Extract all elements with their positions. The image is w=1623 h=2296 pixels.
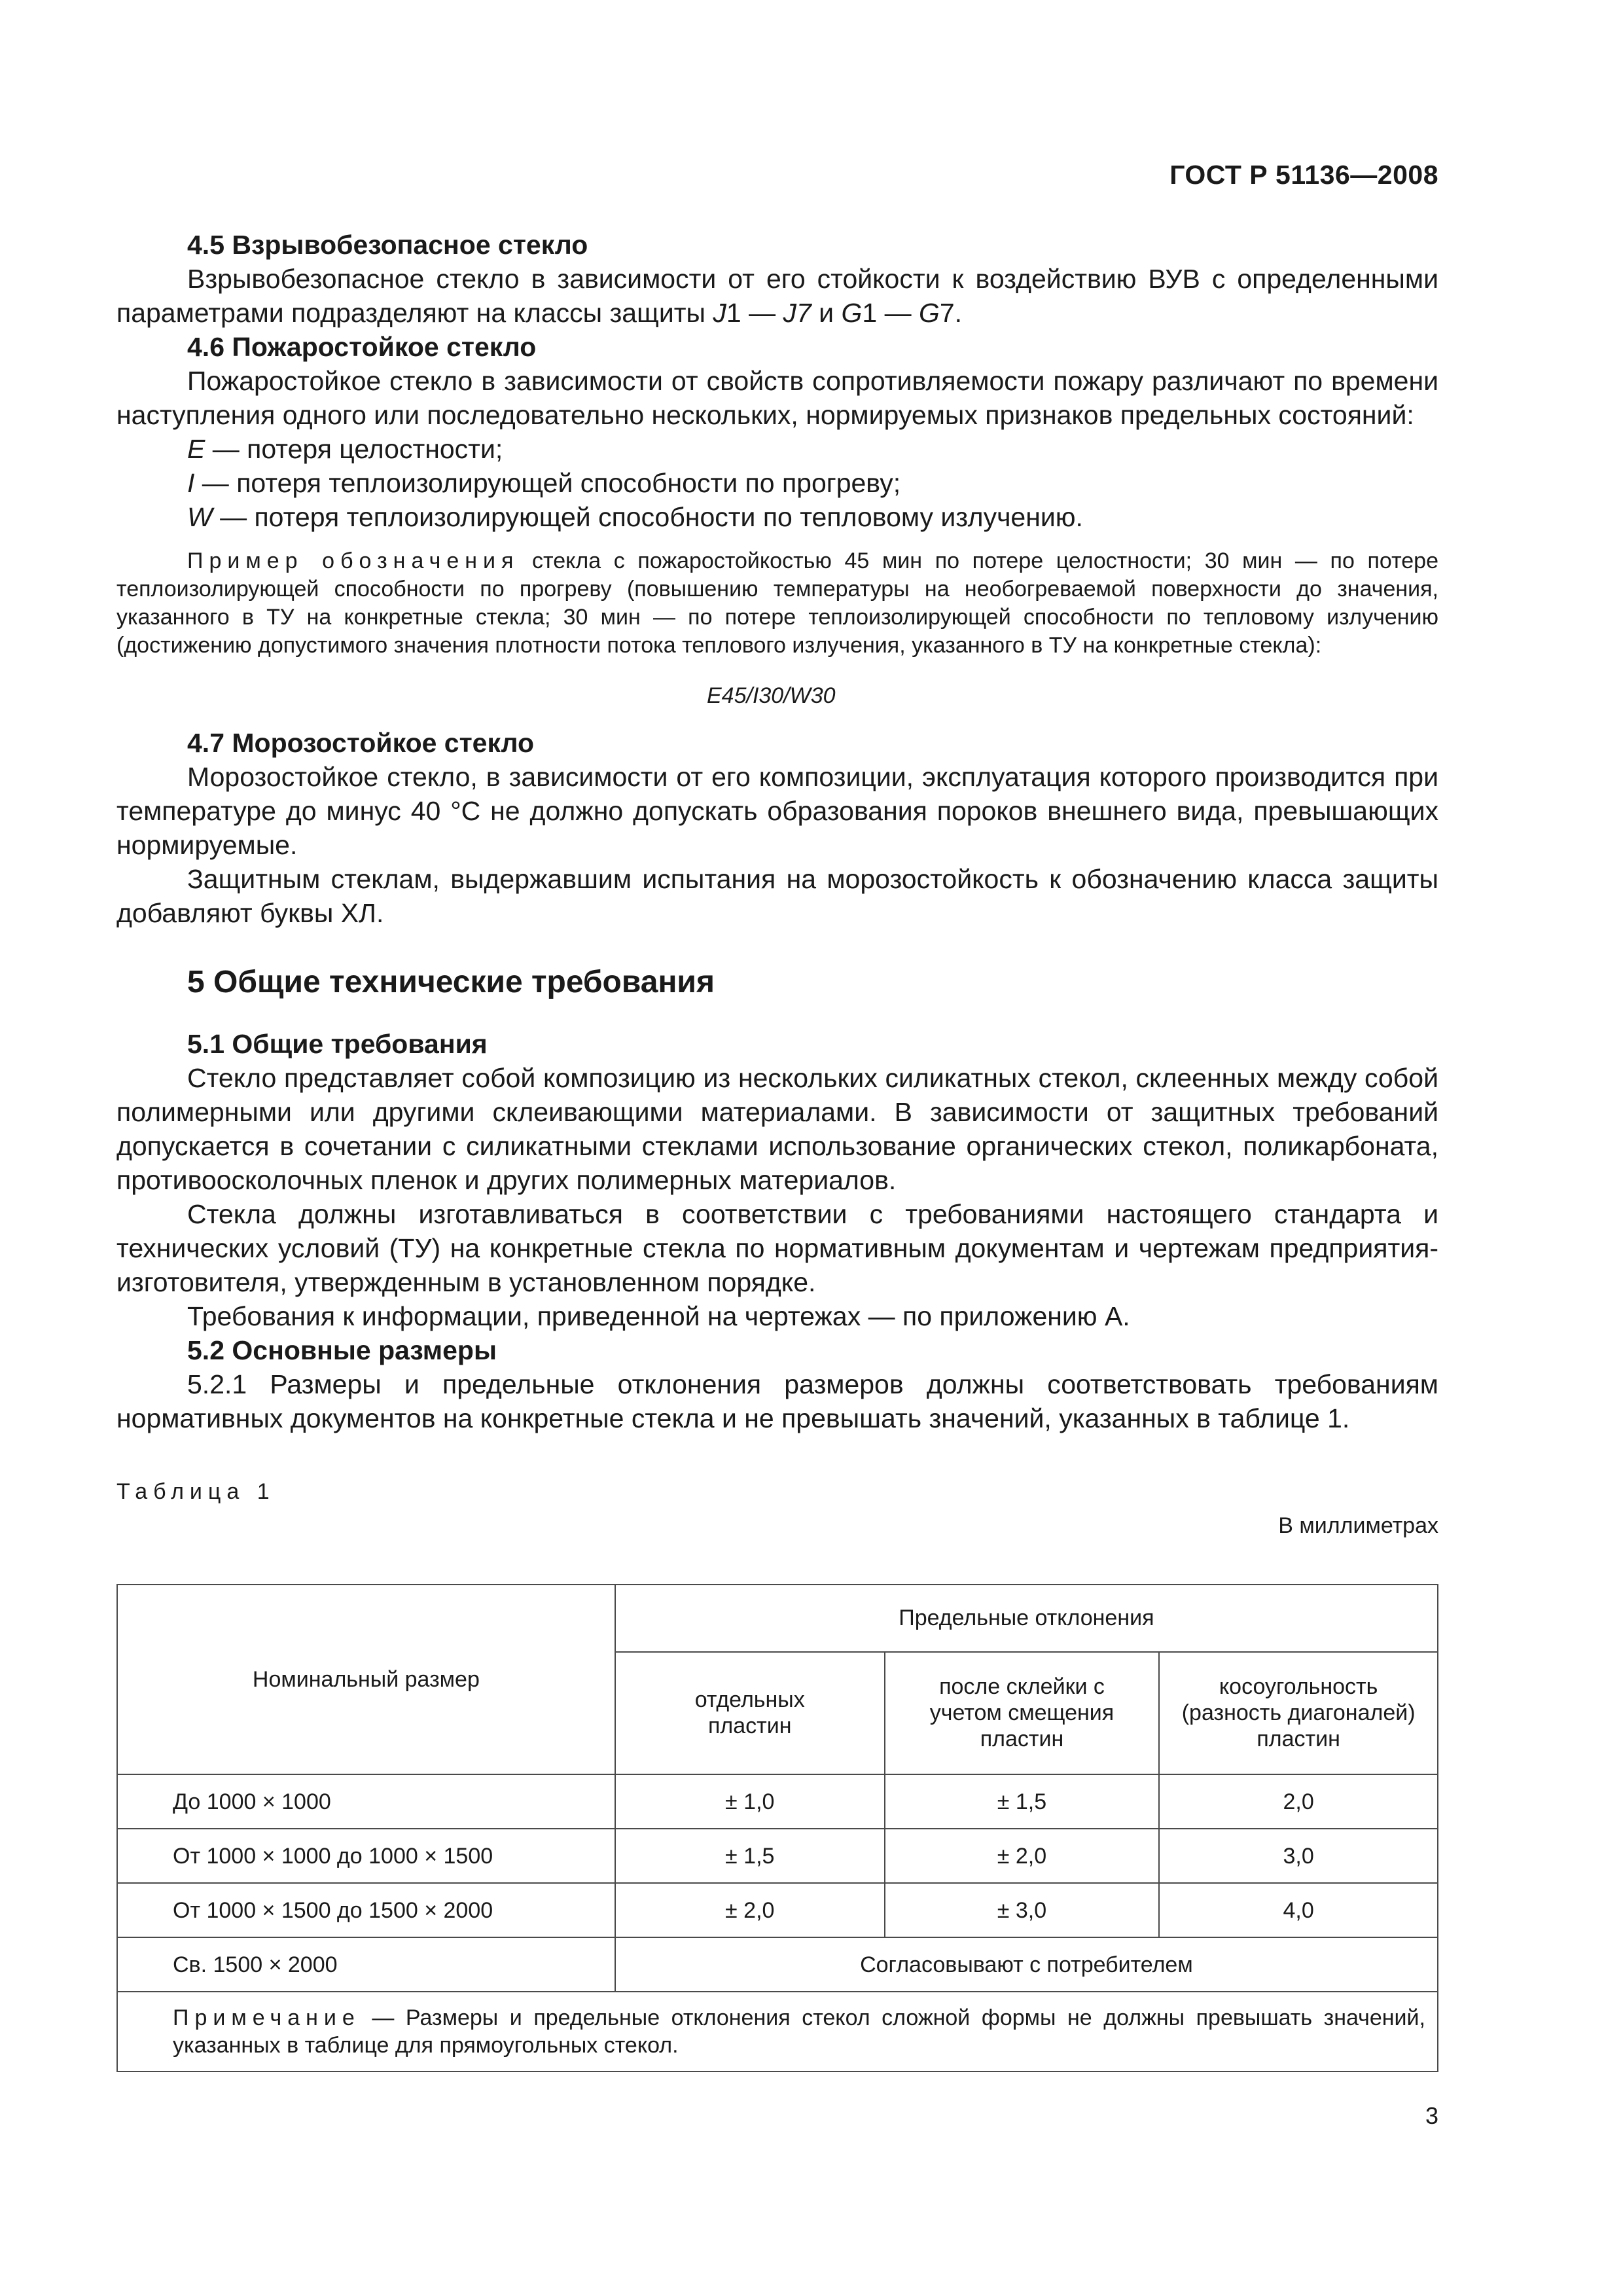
header-text: отдельных пластин [694,1687,805,1739]
column-header-deviations: Предельные отклонения [615,1585,1438,1652]
note-label: Примечание [173,2005,361,2030]
column-header-after-gluing [885,1652,1160,1774]
section-4-7-paragraph-2: Защитным стеклам, выдержавшим испытания на морозостойкость к обозначению класса защиты добавляют буквы ХЛ. [116,864,1438,928]
column-header-nominal: Номинальный размер [117,1585,615,1774]
text-run: стекла с пожаростойкостью 45 мин по потере целостности; 30 мин — по потере теплоизолирующей способности по прогреву (повышению температуры на необогреваемой поверхности до значения, указанного в ТУ на конкретные стекла; 30 мин — по потере теплоизолирующей способности по тепловому излучению (достижению допустимого значения плотности потока теплового излучения, указанного в ТУ на конкретные стекла): [116,548,1438,658]
text-run: — потеря теплоизолирующей способности по тепловому излучению. [212,502,1083,532]
text-run: — потеря целостности; [205,434,503,464]
example-label: Пример обозначения [187,548,520,573]
note-text: — Размеры и предельные отклонения стекол сложной формы не должны превышать значений, указанных в таблице для прямоугольных стекол. [173,2005,1425,2058]
limit-state-i [116,466,1438,500]
section-4-7-heading: 4.7 Морозостойкое стекло [187,728,535,758]
limit-state-e [116,432,1438,466]
class-symbol: G [841,298,863,328]
column-header-individual [615,1652,885,1774]
cell-individual: ± 1,5 [615,1829,885,1883]
symbol-i: I [187,468,195,498]
table-row [117,1937,1438,1992]
text-run: Взрывобезопасное стекло в зависимости от его стойкости к воздействию ВУВ с определенными параметрами подразделяют на классы защиты [116,264,1438,328]
section-5-1-paragraph-2: Стекла должны изготавливаться в соответствии с требованиями настоящего стандарта и технических условий (ТУ) на конкретные стекла по нормативным документам и чертежам предприятия-изготовителя, утвержденным в установленном порядке. [116,1199,1438,1297]
class-symbol: J7 [783,298,812,328]
cell-skew: 4,0 [1159,1883,1438,1937]
page-body [116,228,1438,1539]
symbol-e: E [187,434,205,464]
section-4-7-paragraph-1: Морозостойкое стекло, в зависимости от его композиции, эксплуатация которого производится при температуре до минус 40 °C не должно допускать образования пороков внешнего вида, превышающих нормируемые. [116,762,1438,860]
cell-agreed: Согласовывают с потребителем [615,1937,1438,1992]
section-5-2-1-paragraph: 5.2.1 Размеры и предельные отклонения размеров должны соответствовать требованиям нормативных документов на конкретные стекла и не превышать значений, указанных в таблице 1. [116,1369,1438,1433]
section-5-1-paragraph-3: Требования к информации, приведенной на чертежах — по приложению А. [187,1301,1130,1331]
symbol-w: W [187,502,213,532]
class-symbol: J [713,298,726,328]
cell-size: От 1000 × 1500 до 1500 × 2000 [117,1883,615,1937]
text-run: 1 — [862,298,919,328]
cell-after-gluing: ± 2,0 [885,1829,1160,1883]
cell-after-gluing: ± 1,5 [885,1774,1160,1829]
designation-example [116,547,1438,660]
text-run: и [811,298,842,328]
limit-state-w [116,500,1438,534]
cell-skew: 2,0 [1159,1774,1438,1829]
cell-skew: 3,0 [1159,1829,1438,1883]
text-run: 7. [939,298,963,328]
cell-after-gluing: ± 3,0 [885,1883,1160,1937]
text-run: — потеря теплоизолирующей способности по прогреву; [194,468,901,498]
dimensions-table [116,1584,1438,2072]
table-row [117,1883,1438,1937]
header-text: после склейки с учетом смещения пластин [929,1674,1115,1752]
section-4-6-paragraph: Пожаростойкое стекло в зависимости от свойств сопротивляемости пожару различают по времени наступления одного или последовательно нескольких, нормируемых признаков предельных состояний: [116,366,1438,430]
table-caption: Таблица 1 [116,1479,276,1504]
section-5-1-paragraph-1: Стекло представляет собой композицию из нескольких силикатных стекол, склеенных между собой полимерными или другими склеивающими материалами. В зависимости от защитных требований допускается в сочетании с силикатными стеклами использование органических стекол, поликарбоната, противоосколочных пленок и других полимерных материалов. [116,1063,1438,1195]
cell-size: От 1000 × 1000 до 1000 × 1500 [117,1829,615,1883]
cell-size: До 1000 × 1000 [117,1774,615,1829]
class-symbol: G [918,298,940,328]
section-5-2-heading: 5.2 Основные размеры [187,1335,497,1365]
text-run: 1 — [726,298,783,328]
table-row [117,1829,1438,1883]
cell-individual: ± 2,0 [615,1883,885,1937]
cell-size: Св. 1500 × 2000 [117,1937,615,1992]
column-header-skew [1159,1652,1438,1774]
cell-individual: ± 1,0 [615,1774,885,1829]
header-text: косоугольность (разность диагоналей) пластин [1181,1674,1416,1752]
section-4-5-paragraph [116,262,1438,330]
table-note [117,1992,1438,2072]
section-4-6-heading: 4.6 Пожаростойкое стекло [187,332,537,362]
designation-formula: E45/I30/W30 [707,683,836,708]
section-4-5-heading: 4.5 Взрывобезопасное стекло [187,230,588,260]
table-note-row [117,1992,1438,2072]
standard-code: ГОСТ Р 51136—2008 [1169,160,1438,190]
page-number: 3 [1425,2102,1438,2129]
section-5-heading: 5 Общие технические требования [187,965,715,999]
section-5-1-heading: 5.1 Общие требования [187,1029,488,1059]
table-row [117,1774,1438,1829]
table-units: В миллиметрах [1278,1513,1438,1538]
